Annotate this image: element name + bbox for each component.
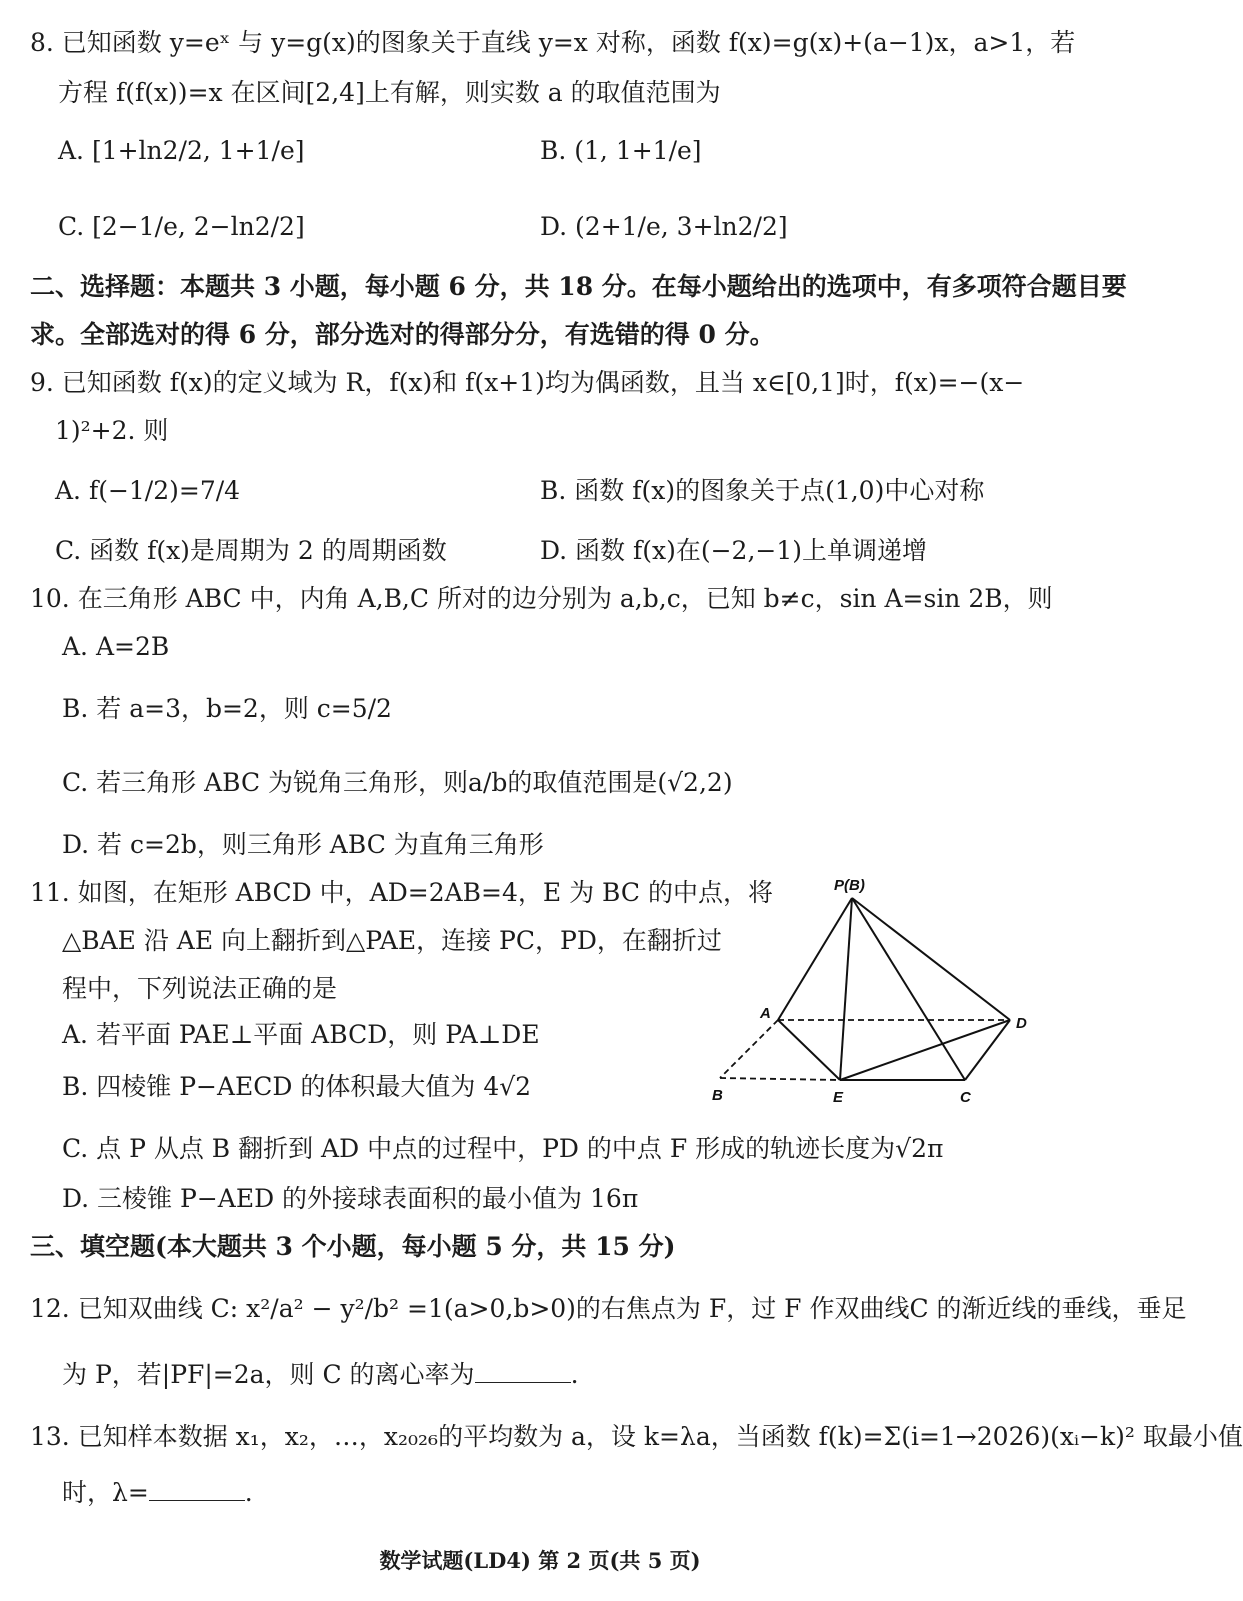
edge-PC (852, 898, 965, 1080)
q11-stem-line2: △BAE 沿 AE 向上翻折到△PAE，连接 PC，PD，在翻折过 (62, 926, 722, 955)
q12-answer-blank[interactable] (475, 1360, 571, 1383)
q9-stem-line1: 9. 已知函数 f(x)的定义域为 R，f(x)和 f(x+1)均为偶函数，且当 x∈[0,1]时，f(x)=−(x− (30, 368, 1025, 397)
edge-PD (852, 898, 1010, 1020)
q8-stem-line1: 8. 已知函数 y=eˣ 与 y=g(x)的图象关于直线 y=x 对称，函数 f(x)=g(x)+(a−1)x，a>1，若 (30, 28, 1076, 57)
q10-option-c: C. 若三角形 ABC 为锐角三角形，则a/b的取值范围是(√2,2) (62, 768, 733, 797)
q10-option-d: D. 若 c=2b，则三角形 ABC 为直角三角形 (62, 830, 544, 859)
q12-period: . (570, 1360, 579, 1389)
edge-PA (778, 898, 852, 1020)
q13-stem-line2 (62, 1476, 253, 1510)
section2-heading-line2: 求。全部选对的得 6 分，部分选对的得部分分，有选错的得 0 分。 (30, 320, 775, 349)
label-C: C (960, 1089, 971, 1106)
q8-option-c: C. [2−1/e, 2−ln2/2] (58, 212, 305, 241)
q8-option-b: B. (1, 1+1/e] (540, 136, 702, 165)
q9-option-c: C. 函数 f(x)是周期为 2 的周期函数 (55, 536, 447, 565)
q8-option-d: D. (2+1/e, 3+ln2/2] (540, 212, 788, 241)
q12-stem-line2 (62, 1358, 579, 1392)
q12-stem-text: 为 P，若|PF|=2a，则 C 的离心率为 (62, 1360, 475, 1389)
q12-stem-line1: 12. 已知双曲线 C: x²/a² − y²/b² =1(a>0,b>0)的右焦点为 F，过 F 作双曲线C 的渐近线的垂线，垂足 (30, 1294, 1187, 1323)
section3-heading: 三、填空题(本大题共 3 个小题，每小题 5 分，共 15 分) (30, 1232, 676, 1261)
pyramid-figure (700, 870, 1050, 1110)
q11-stem-line1: 11. 如图，在矩形 ABCD 中，AD=2AB=4，E 为 BC 的中点，将 (30, 878, 773, 907)
label-P: P(B) (834, 877, 865, 894)
edge-AE (778, 1020, 840, 1080)
q11-stem-line3: 程中，下列说法正确的是 (62, 974, 338, 1003)
page-footer: 数学试题(LD4) 第 2 页(共 5 页) (379, 1548, 701, 1573)
q8-stem-line2: 方程 f(f(x))=x 在区间[2,4]上有解，则实数 a 的取值范围为 (58, 78, 721, 107)
q13-stem-line1: 13. 已知样本数据 x₁，x₂，…，x₂₀₂₆的平均数为 a，设 k=λa，当函数 f(k)=Σ(i=1→2026)(xᵢ−k)² 取最小值 (30, 1422, 1243, 1451)
section2-heading-line1: 二、选择题：本题共 3 小题，每小题 6 分，共 18 分。在每小题给出的选项中，有多项符合题目要 (30, 272, 1127, 301)
edge-ED (840, 1020, 1010, 1080)
q11-option-d: D. 三棱锥 P−AED 的外接球表面积的最小值为 16π (62, 1184, 639, 1213)
edge-AB-dashed (720, 1020, 778, 1078)
q13-answer-blank[interactable] (149, 1478, 245, 1501)
q11-option-b: B. 四棱锥 P−AECD 的体积最大值为 4√2 (62, 1072, 532, 1101)
q8-option-a: A. [1+ln2/2, 1+1/e] (58, 136, 305, 165)
q9-option-d: D. 函数 f(x)在(−2,−1)上单调递增 (540, 536, 928, 565)
edge-BE-dashed (720, 1078, 840, 1080)
q10-option-b: B. 若 a=3，b=2，则 c=5/2 (62, 694, 392, 723)
q10-option-a: A. A=2B (62, 632, 170, 661)
label-B: B (712, 1087, 723, 1104)
q10-stem: 10. 在三角形 ABC 中，内角 A,B,C 所对的边分别为 a,b,c，已知 b≠c，sin A=sin 2B，则 (30, 584, 1053, 613)
label-D: D (1016, 1015, 1027, 1032)
q9-stem-line2: 1)²+2. 则 (55, 416, 169, 445)
label-A: A (760, 1005, 771, 1022)
label-E: E (833, 1089, 844, 1106)
q11-option-c: C. 点 P 从点 B 翻折到 AD 中点的过程中，PD 的中点 F 形成的轨迹长度为√2π (62, 1134, 944, 1163)
q11-option-a: A. 若平面 PAE⊥平面 ABCD，则 PA⊥DE (62, 1020, 540, 1049)
q9-option-a: A. f(−1/2)=7/4 (55, 476, 241, 505)
q13-period: . (244, 1478, 253, 1507)
q13-stem-text: 时，λ= (62, 1478, 149, 1507)
edge-PE (840, 898, 852, 1080)
q9-option-b: B. 函数 f(x)的图象关于点(1,0)中心对称 (540, 476, 985, 505)
